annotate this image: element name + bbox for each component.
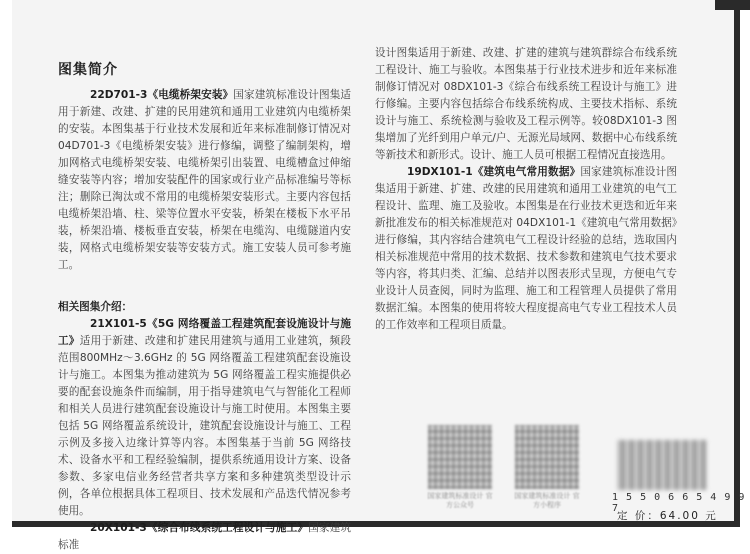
qr-caption-2: 国家建筑标准设计 官方小程序 xyxy=(514,492,580,509)
qr-caption-1: 国家建筑标准设计 官方公众号 xyxy=(427,492,493,509)
atlas-code-21x101-5: 21X101-5《5G 网络覆盖工程建筑配套设施设计与施工》 xyxy=(58,318,351,347)
intro-text: 国家建筑标准设计图集适用于新建、改建、扩建的民用建筑和通用工业建筑内电缆桥架的安装。本图集基于行业技术发展和近年来标准制修订情况对04D701-3《电缆桥架安装》进行修编，调整了编制架构，增加网格式电缆桥架安装、电缆桥架引出装置、电缆槽盒过伸缩缝安装等内容；增加安装配件的国家或行业产品标准编号等标注；删除已淘汰或不常用的电缆桥架安装形式。主要内容包括电缆桥架沿墙、柱、梁等位置水平安装，桥架在楼板下水平吊装，桥架沿墙、楼板垂直安装，桥架在电缆沟、电缆隧道内安装，网格式电缆桥架安装等安装方式。施工安装人员可参考施工。 xyxy=(58,89,352,271)
page-title: 图集简介 xyxy=(58,62,118,78)
barcode xyxy=(618,440,708,490)
related-heading: 相关图集介绍： xyxy=(58,301,133,313)
atlas-code-20x101-3: 20X101-3《综合布线系统工程设计与施工》 xyxy=(90,522,309,534)
atlas-code-22d701-3: 22D701-3《电缆桥架安装》 xyxy=(90,89,234,101)
related-data-paragraph xyxy=(375,164,677,334)
qr-code-official-account xyxy=(428,425,492,489)
price-label: 定 价：64.00 元 xyxy=(617,510,718,522)
qr-code-mini-program xyxy=(515,425,579,489)
related-cabling-paragraph xyxy=(58,520,351,554)
intro-paragraph xyxy=(58,87,351,274)
right-column xyxy=(375,45,677,334)
corner-bar xyxy=(715,0,750,10)
related-5g-text: 适用于新建、改建和扩建民用建筑与通用工业建筑，频段范围800MHz～3.6GHz 的 5G 网络覆盖工程建筑配套设施设计与施工。本图集为推动建筑为 5G 网络覆盖工程实施提供必要的配套设施条件而编制，用于指导建筑电气与智能化工程师和相关人员进行建筑配套设施设计与施工时使用。本图集主要包括 5G 网络覆盖系统设计，建筑配套设施设计与施工、工程示例及多接入边缘计算等内容。本图集基于当前 5G 网络技术、设备水平和工程经验编制，提供系统通用设计方案、设备参数、多家电信业务经营者共享方案和多种建筑类型设计示例，各单位根据具体工程项目、技术发展和产品迭代情况参考使用。 xyxy=(58,335,352,517)
related-5g-paragraph xyxy=(58,316,351,520)
related-cabling-text: 国家建筑标准 xyxy=(58,522,352,551)
related-cabling-continued: 设计图集适用于新建、改建、扩建的建筑与建筑群综合布线系统工程设计、施工与验收。本图集基于行业技术进步和近年来标准制修订情况对 08DX101-3《综合布线系统工程设计与施工》进行修编。主要内容包括综合布线系统构成、主要技术指标、系统设计与施工、系统检测与验收及工程示例等。较08DX101-3 图集增加了光纤到用户单元/户、无源光局域网、数据中心布线系统等新技术和新形式。设计、施工人员可根据工程情况直接选用。 xyxy=(375,47,677,161)
isbn-number: 1 5 5 0 6 6 5 4 9 9 7 xyxy=(612,492,746,514)
left-column xyxy=(58,62,351,554)
related-data-text: 国家建筑标准设计图集适用于新建、扩建、改建的民用建筑和通用工业建筑的电气工程设计、监理、施工及验收。本图集是在行业技术更迭和近年来新批准发布的相关标准规范对 04DX101-1《建筑电气常用数据》进行修编，其内容结合建筑电气工程设计经验的总结，选取国内相关标准规范中常用的技术数据、技术参数和建筑电气技术要求等内容，将其归类、汇编、总结并以图表形式呈现，方便电气专业设计人员查阅，同时为监理、施工和工程管理人员提供了常用数据汇编。本图集的使用将较大程度提高电气专业工程技术人员的工作效率和工程项目质量。 xyxy=(375,166,678,331)
atlas-code-19dx101-1: 19DX101-1《建筑电气常用数据》 xyxy=(407,166,581,178)
